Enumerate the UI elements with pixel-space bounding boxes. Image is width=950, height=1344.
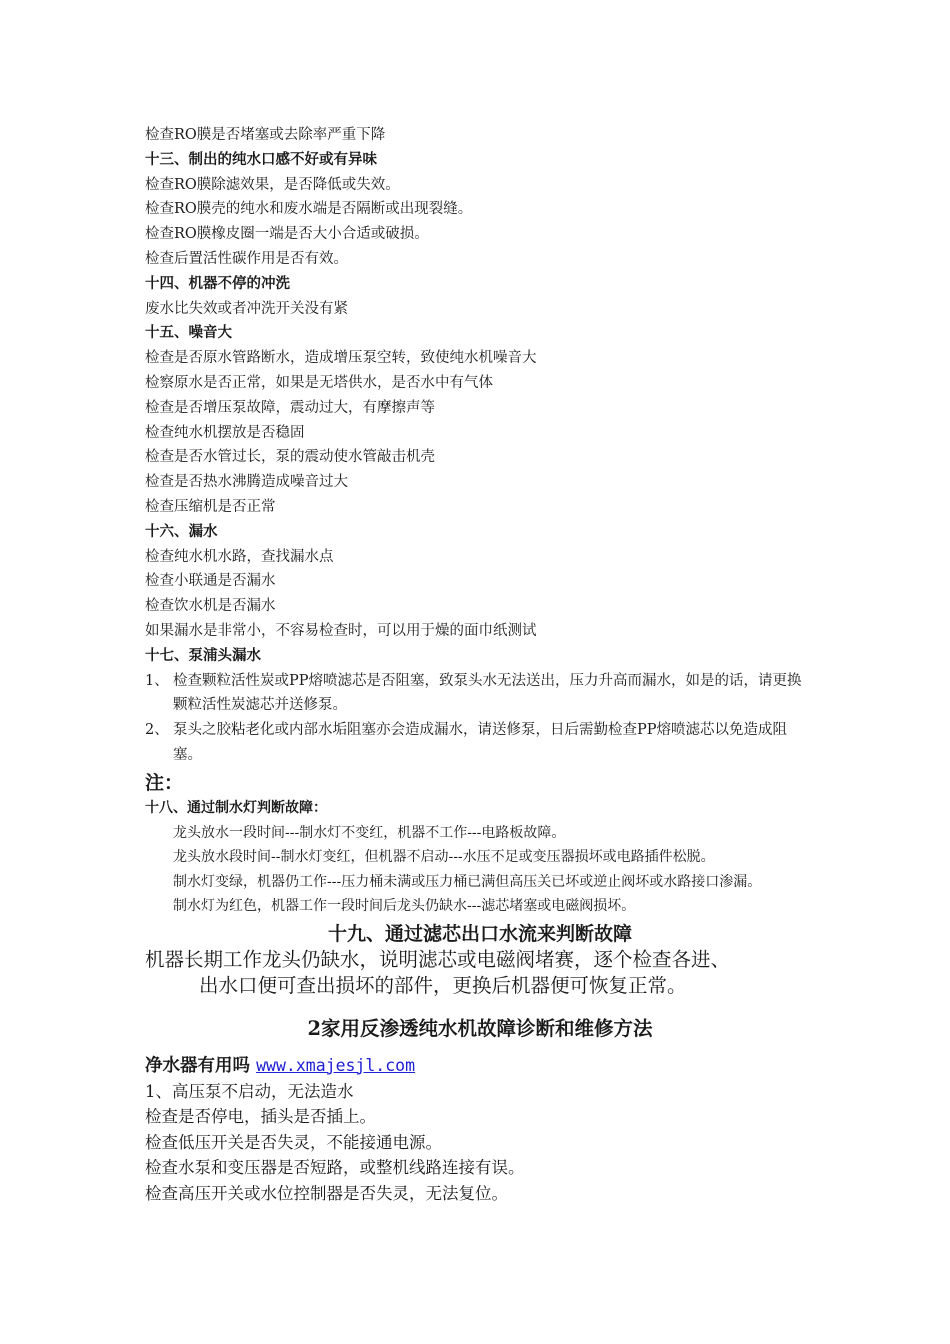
text-line: 检查RO膜壳的纯水和废水端是否隔断或出现裂缝。 [145,201,473,218]
section-19-line-2: 出水口便可查出损坏的部件，更换后机器便可恢复正常。 [199,973,687,997]
section-heading: 十四、机器不停的冲洗 [145,274,290,292]
document-page [145,123,815,1206]
text-line: 检查是否停电，插头是否插上。 [145,1107,376,1127]
section-18-items [145,821,815,919]
section-19-paragraph [145,947,815,999]
indicator-rule: 制水灯变绿，机器仍工作---压力桶未满或压力桶已满但高压关已坏或逆止阀坏或水路接口渗漏。 [173,873,762,890]
indicator-rule: 制水灯为红色，机器工作一段时间后龙头仍缺水---滤芯堵塞或电磁阀损坏。 [173,898,636,915]
text-line: 检查压缩机是否正常 [145,498,276,515]
note-label: 注： [145,771,184,794]
text-line: 如果漏水是非常小，不容易检查时，可以用于燥的面巾纸测试 [145,622,537,639]
section-heading: 十五、噪音大 [145,324,232,342]
text-line: 检查纯水机摆放是否稳固 [145,424,305,441]
numbered-list [145,669,815,768]
text-line: 检查是否水管过长，泵的震动使水管敲击机壳 [145,449,435,466]
text-line: 检查低压开关是否失灵，不能接通电源。 [145,1132,442,1152]
text-line: 检察原水是否正常，如果是无塔供水，是否水中有气体 [145,374,493,391]
subtitle [145,1053,815,1079]
item-number: 2、 [145,722,169,739]
text-line: 检查纯水机水路，查找漏水点 [145,548,334,565]
text-line: 检查高压开关或水位控制器是否失灵，无法复位。 [145,1183,508,1203]
text-line: 检查RO膜除滤效果，是否降低或失效。 [145,176,400,193]
text-line: 检查水泵和变压器是否短路，或整机线路连接有误。 [145,1158,525,1178]
section-19-heading: 十九、通过滤芯出口水流来判断故障 [327,922,632,945]
indicator-rule: 龙头放水一段时间---制水灯不变红，机器不工作---电路板故障。 [173,824,566,841]
section-18-heading: 十八、通过制水灯判断故障： [145,799,327,816]
text-line: 检查饮水机是否漏水 [145,598,276,615]
text-line: 检查小联通是否漏水 [145,573,276,590]
item-text: 泵头之胶粘老化或内部水垢阻塞亦会造成漏水，请送修泵，日后需勤检查PP熔喷滤芯以免造成阻塞。 [173,722,788,763]
text-line: 废水比失效或者冲洗开关没有紧 [145,300,348,317]
numbered-item [145,669,815,719]
website-link[interactable]: www.xmajesjl.com [256,1055,416,1075]
text-line: 检查RO膜橡皮圈一端是否大小合适或破损。 [145,226,429,243]
text-line: 检查RO膜是否堵塞或去除率严重下降 [145,127,386,143]
troubleshooting-list [145,123,815,669]
subtitle-label: 净水器有用吗 [145,1055,250,1076]
text-line: 检查是否原水管路断水，造成增压泵空转，致使纯水机噪音大 [145,350,537,367]
numbered-item [145,718,815,768]
section-19-line-1: 机器长期工作龙头仍缺水，说明滤芯或电磁阀堵赛，逐个检查各进、 [145,947,731,971]
final-list [145,1079,815,1207]
item-number: 1、 [145,672,169,689]
section-heading: 十三、制出的纯水口感不好或有异味 [145,150,377,168]
text-line: 检查是否热水沸腾造成噪音过大 [145,474,348,491]
text-line: 检查后置活性碳作用是否有效。 [145,250,348,267]
document-title: 2家用反渗透纯水机故障诊断和维修方法 [307,1016,653,1040]
text-line: 1、高压泵不启动，无法造水 [145,1081,354,1101]
item-text: 检查颗粒活性炭或PP熔喷滤芯是否阻塞，致泵头水无法送出，压力升高而漏水，如是的话，请更换颗粒活性炭滤芯并送修泵。 [173,672,802,714]
section-heading: 十七、泵浦头漏水 [145,646,261,664]
indicator-rule: 龙头放水段时间--制水灯变红，但机器不启动---水压不足或变压器损坏或电路插件松脱。 [173,849,715,866]
text-line: 检查是否增压泵故障，震动过大，有摩擦声等 [145,399,435,416]
section-heading: 十六、漏水 [145,522,218,540]
